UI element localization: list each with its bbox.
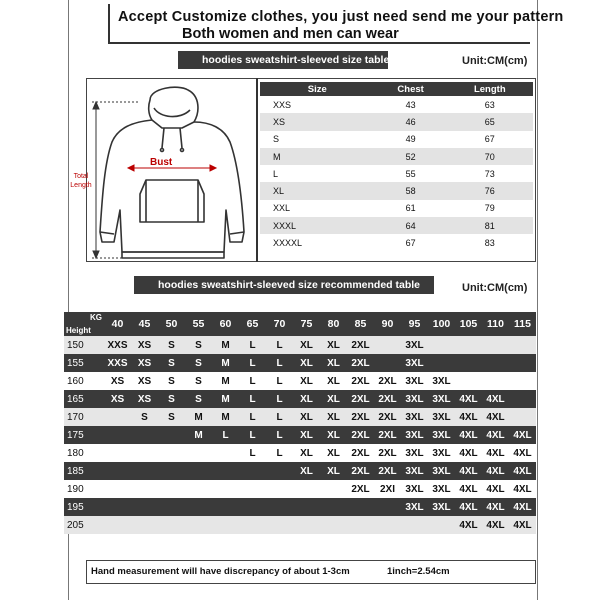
recommended-size-cell: 4XL (455, 516, 482, 534)
recommended-size-cell (131, 480, 158, 498)
recommended-size-cell: M (212, 354, 239, 372)
recommended-size-cell: XL (320, 408, 347, 426)
length-cell: 73 (484, 168, 495, 179)
recommended-size-cell (374, 516, 401, 534)
recommended-size-cell: S (158, 390, 185, 408)
recommended-size-cell: S (185, 336, 212, 354)
recommended-size-cell: 4XL (455, 462, 482, 480)
chest-cell: 55 (405, 168, 416, 179)
header-line-2: Both women and men can wear (182, 26, 399, 42)
weight-header-cell: 95 (401, 312, 428, 336)
recommended-size-cell: XL (293, 354, 320, 372)
recommended-size-cell (185, 498, 212, 516)
size-cell: S (273, 134, 280, 145)
height-row (64, 372, 536, 390)
kg-height-corner (64, 312, 104, 336)
height-cell: 190 (64, 480, 104, 498)
recommended-size-cell: 4XL (482, 408, 509, 426)
total-length-label: Total Length (70, 173, 92, 189)
footer-note-box (86, 560, 536, 584)
weight-header-cell: 50 (158, 312, 185, 336)
recommended-size-cell: XL (320, 336, 347, 354)
size-cell: M (260, 148, 375, 165)
recommended-size-cell: 2XL (374, 408, 401, 426)
recommended-size-cell (455, 372, 482, 390)
recommended-size-cell (104, 444, 131, 462)
recommended-size-cell (131, 462, 158, 480)
recommended-size-cell (266, 462, 293, 480)
recommended-size-cell: XS (104, 372, 131, 390)
recommended-size-cell: 2XL (347, 426, 374, 444)
recommended-size-cell: S (158, 336, 185, 354)
weight-header-cell: 90 (374, 312, 401, 336)
recommended-size-cell (266, 516, 293, 534)
height-row (64, 354, 536, 372)
height-row (64, 516, 536, 534)
recommended-size-cell (104, 426, 131, 444)
chest-cell: 64 (375, 217, 447, 234)
recommended-size-cell (482, 336, 509, 354)
recommended-size-cell: L (239, 336, 266, 354)
recommended-size-cell: L (266, 444, 293, 462)
recommended-size-cell (158, 498, 185, 516)
recommended-size-cell: L (239, 354, 266, 372)
recommended-size-cell (239, 480, 266, 498)
height-row (64, 462, 536, 480)
recommended-size-cell: 3XL (428, 480, 455, 498)
chest-cell: 43 (405, 99, 416, 110)
recommended-size-cell: 4XL (482, 480, 509, 498)
recommended-size-cell: 4XL (455, 408, 482, 426)
chest-cell: 46 (375, 113, 447, 130)
height-label: Height (66, 326, 91, 335)
length-cell: 83 (484, 238, 495, 249)
weight-header-cell: 80 (320, 312, 347, 336)
weight-header-cell: 85 (347, 312, 374, 336)
recommended-size-cell: XS (131, 390, 158, 408)
recommended-size-cell: 4XL (509, 462, 536, 480)
recommended-size-cell: 3XL (428, 444, 455, 462)
recommended-size-cell: XS (104, 390, 131, 408)
size-row (260, 200, 533, 217)
recommended-size-cell: L (266, 336, 293, 354)
size-column-header: Size (260, 82, 375, 96)
recommended-size-cell (374, 354, 401, 372)
recommended-size-cell: L (212, 426, 239, 444)
bust-label: Bust (150, 157, 173, 168)
length-cell: 79 (484, 203, 495, 214)
recommended-size-cell: 3XL (428, 426, 455, 444)
recommended-size-cell: 4XL (455, 480, 482, 498)
chest-cell: 49 (405, 134, 416, 145)
height-cell: 205 (64, 516, 104, 534)
recommended-size-cell: L (239, 426, 266, 444)
recommended-size-cell: XL (293, 444, 320, 462)
weight-header-cell: 100 (428, 312, 455, 336)
recommended-size-cell: XXS (104, 354, 131, 372)
size-table (260, 82, 533, 252)
recommended-size-cell: S (185, 372, 212, 390)
height-row (64, 444, 536, 462)
recommended-size-cell: XS (131, 354, 158, 372)
recommended-size-cell: 4XL (482, 444, 509, 462)
recommended-size-cell (374, 336, 401, 354)
weight-header-cell: 110 (482, 312, 509, 336)
recommended-size-cell: XL (320, 390, 347, 408)
recommended-size-cell (185, 480, 212, 498)
recommended-size-cell: 3XL (401, 336, 428, 354)
recommended-size-cell (428, 336, 455, 354)
height-row (64, 498, 536, 516)
recommended-size-cell: XL (293, 372, 320, 390)
recommended-size-cell (212, 498, 239, 516)
recommended-size-cell: 2XL (374, 390, 401, 408)
recommended-size-cell: 2XL (347, 354, 374, 372)
size-chart-divider (256, 78, 258, 262)
recommended-size-cell: XL (320, 462, 347, 480)
size-row (260, 96, 533, 113)
recommended-size-cell: XL (320, 372, 347, 390)
recommended-size-cell: L (266, 354, 293, 372)
recommended-size-cell: 4XL (455, 498, 482, 516)
recommended-size-cell (428, 354, 455, 372)
recommended-size-cell (320, 480, 347, 498)
recommended-size-cell (293, 498, 320, 516)
recommended-size-cell: 4XL (482, 426, 509, 444)
height-cell: 165 (64, 390, 104, 408)
height-row (64, 390, 536, 408)
recommended-table (64, 312, 536, 534)
recommended-size-cell: 4XL (455, 426, 482, 444)
recommended-size-cell: L (266, 408, 293, 426)
recommended-size-cell: M (212, 372, 239, 390)
recommended-size-cell (158, 444, 185, 462)
size-row (260, 148, 533, 165)
recommended-size-cell: 3XL (401, 390, 428, 408)
recommended-size-cell: 3XL (401, 426, 428, 444)
recommended-size-cell (347, 516, 374, 534)
recommended-size-cell (509, 390, 536, 408)
size-cell: XS (260, 113, 375, 130)
size-cell: L (273, 168, 279, 179)
recommended-table-unit: Unit:CM(cm) (462, 282, 528, 294)
length-cell: 67 (484, 134, 495, 145)
height-row (64, 408, 536, 426)
recommended-size-cell (401, 516, 428, 534)
recommended-size-cell: 2XL (347, 462, 374, 480)
recommended-size-cell: M (212, 408, 239, 426)
weight-header-cell: 60 (212, 312, 239, 336)
recommended-size-cell (239, 462, 266, 480)
recommended-size-cell: XS (131, 336, 158, 354)
recommended-size-cell: S (131, 408, 158, 426)
recommended-size-cell: 2XL (347, 408, 374, 426)
size-cell: XXXXL (273, 238, 303, 249)
size-cell: XXS (273, 99, 292, 110)
recommended-size-cell: S (158, 408, 185, 426)
recommended-size-cell: 4XL (455, 444, 482, 462)
recommended-size-cell: S (185, 390, 212, 408)
recommended-size-cell: 3XL (401, 480, 428, 498)
recommended-size-cell: S (185, 354, 212, 372)
recommended-size-cell: L (266, 390, 293, 408)
recommended-table-banner: hoodies sweatshirt-sleeved size recommended table (134, 276, 434, 294)
height-cell: 185 (64, 462, 104, 480)
size-cell: XXXL (260, 217, 375, 234)
recommended-size-cell: 2XL (347, 336, 374, 354)
recommended-size-cell: 4XL (509, 516, 536, 534)
recommended-size-cell: 2XL (374, 426, 401, 444)
recommended-size-cell: 3XL (428, 372, 455, 390)
height-row (64, 336, 536, 354)
recommended-size-cell (212, 516, 239, 534)
weight-header-cell: 40 (104, 312, 131, 336)
recommended-size-cell: 4XL (509, 426, 536, 444)
recommended-size-cell (293, 480, 320, 498)
recommended-size-cell (347, 498, 374, 516)
height-cell: 160 (64, 372, 104, 390)
recommended-size-cell: 3XL (401, 462, 428, 480)
size-cell: XL (260, 182, 375, 199)
recommended-size-cell (482, 372, 509, 390)
height-cell: 175 (64, 426, 104, 444)
kg-label: KG (90, 313, 102, 322)
weight-header-cell: 55 (185, 312, 212, 336)
measurement-note: Hand measurement will have discrepancy of about 1-3cm (91, 566, 350, 577)
recommended-size-cell (293, 516, 320, 534)
recommended-size-cell (428, 516, 455, 534)
size-cell: XXL (273, 203, 291, 214)
recommended-size-cell (482, 354, 509, 372)
size-table-banner: hoodies sweatshirt-sleeved size table (178, 51, 388, 69)
size-table-header (260, 82, 533, 96)
length-cell: 81 (447, 217, 533, 234)
recommended-size-cell (185, 444, 212, 462)
recommended-size-cell: 2XL (374, 462, 401, 480)
size-row (260, 113, 533, 130)
recommended-size-cell: M (212, 390, 239, 408)
recommended-size-cell: XL (293, 462, 320, 480)
recommended-size-cell (320, 516, 347, 534)
recommended-size-cell: XL (320, 444, 347, 462)
recommended-size-cell: 3XL (401, 354, 428, 372)
recommended-size-cell: 4XL (482, 516, 509, 534)
recommended-size-cell: M (185, 408, 212, 426)
weight-header-cell: 45 (131, 312, 158, 336)
recommended-size-cell (509, 354, 536, 372)
size-row (260, 131, 533, 148)
recommended-size-cell (239, 498, 266, 516)
recommended-size-cell: XL (293, 426, 320, 444)
recommended-size-cell: XL (293, 408, 320, 426)
recommended-size-cell (104, 462, 131, 480)
recommended-size-cell: 2XI (374, 480, 401, 498)
height-cell: 150 (64, 336, 104, 354)
recommended-size-cell (104, 516, 131, 534)
chest-cell: 58 (375, 182, 447, 199)
recommended-size-cell (212, 480, 239, 498)
recommended-size-cell: 3XL (428, 390, 455, 408)
weight-header-cell: 105 (455, 312, 482, 336)
weight-header-cell: 70 (266, 312, 293, 336)
recommended-size-cell: 4XL (509, 480, 536, 498)
weight-header-cell: 115 (509, 312, 536, 336)
recommended-size-cell: L (239, 372, 266, 390)
recommended-size-cell: L (266, 426, 293, 444)
height-row (64, 480, 536, 498)
recommended-size-cell: XXS (104, 336, 131, 354)
recommended-size-cell: 4XL (509, 444, 536, 462)
recommended-size-cell (266, 480, 293, 498)
height-cell: 180 (64, 444, 104, 462)
recommended-size-cell: XL (293, 390, 320, 408)
inch-conversion: 1inch=2.54cm (387, 566, 450, 577)
recommended-table-header (64, 312, 536, 336)
recommended-size-cell (509, 336, 536, 354)
weight-header-cell: 75 (293, 312, 320, 336)
length-column-header: Length (447, 82, 533, 96)
recommended-size-cell (104, 480, 131, 498)
size-table-unit: Unit:CM(cm) (462, 55, 528, 67)
recommended-size-cell: S (158, 354, 185, 372)
recommended-size-cell (212, 462, 239, 480)
recommended-size-cell: 2XL (347, 444, 374, 462)
recommended-size-cell (158, 516, 185, 534)
chest-cell: 61 (405, 203, 416, 214)
recommended-size-cell: 3XL (401, 444, 428, 462)
recommended-size-cell (158, 480, 185, 498)
recommended-size-cell (455, 336, 482, 354)
height-cell: 195 (64, 498, 104, 516)
recommended-size-cell: L (239, 390, 266, 408)
recommended-size-cell: L (239, 408, 266, 426)
recommended-size-cell (185, 462, 212, 480)
recommended-size-cell: 2XL (374, 372, 401, 390)
recommended-size-cell (104, 408, 131, 426)
length-cell: 76 (447, 182, 533, 199)
recommended-size-cell: 2XL (347, 372, 374, 390)
recommended-size-cell (131, 498, 158, 516)
recommended-size-cell: XL (320, 426, 347, 444)
recommended-size-cell (509, 408, 536, 426)
size-row (260, 234, 533, 251)
size-row (260, 165, 533, 182)
chest-cell: 52 (375, 148, 447, 165)
recommended-size-cell: 3XL (401, 372, 428, 390)
height-row (64, 426, 536, 444)
recommended-size-cell: XL (320, 354, 347, 372)
recommended-size-cell (185, 516, 212, 534)
hoodie-outline-icon (88, 82, 254, 260)
recommended-size-cell (104, 498, 131, 516)
recommended-size-cell (158, 462, 185, 480)
header-box (108, 4, 564, 44)
chest-column-header: Chest (375, 82, 447, 96)
recommended-size-cell (509, 372, 536, 390)
recommended-size-cell (131, 426, 158, 444)
height-cell: 170 (64, 408, 104, 426)
recommended-size-cell: 4XL (482, 462, 509, 480)
recommended-size-cell (320, 498, 347, 516)
recommended-size-cell: 2XL (374, 444, 401, 462)
length-cell: 63 (484, 99, 495, 110)
size-row (260, 217, 533, 234)
recommended-size-cell: 2XL (347, 480, 374, 498)
recommended-size-cell (212, 444, 239, 462)
recommended-size-cell: 4XL (455, 390, 482, 408)
recommended-size-cell: 4XL (482, 498, 509, 516)
length-cell: 65 (447, 113, 533, 130)
length-cell: 70 (447, 148, 533, 165)
recommended-size-cell: 3XL (428, 498, 455, 516)
recommended-size-cell: 3XL (401, 408, 428, 426)
recommended-size-cell (455, 354, 482, 372)
recommended-size-cell: L (266, 372, 293, 390)
recommended-size-cell (158, 426, 185, 444)
recommended-size-cell: M (185, 426, 212, 444)
recommended-size-cell: XS (131, 372, 158, 390)
height-cell: 155 (64, 354, 104, 372)
recommended-size-cell: 3XL (428, 408, 455, 426)
recommended-size-cell: L (239, 444, 266, 462)
recommended-size-cell: 3XL (401, 498, 428, 516)
recommended-size-cell (131, 516, 158, 534)
recommended-size-cell (239, 516, 266, 534)
recommended-size-cell: XL (293, 336, 320, 354)
recommended-size-cell: M (212, 336, 239, 354)
header-line-1: Accept Customize clothes, you just need send me your pattern (118, 9, 564, 25)
recommended-size-cell (266, 498, 293, 516)
recommended-size-cell: 2XL (347, 390, 374, 408)
size-row (260, 182, 533, 199)
chest-cell: 67 (405, 238, 416, 249)
weight-header-cell: 65 (239, 312, 266, 336)
recommended-size-cell (374, 498, 401, 516)
recommended-size-cell: 3XL (428, 462, 455, 480)
recommended-size-cell: 4XL (482, 390, 509, 408)
recommended-size-cell: S (158, 372, 185, 390)
recommended-size-cell (131, 444, 158, 462)
recommended-size-cell: 4XL (509, 498, 536, 516)
